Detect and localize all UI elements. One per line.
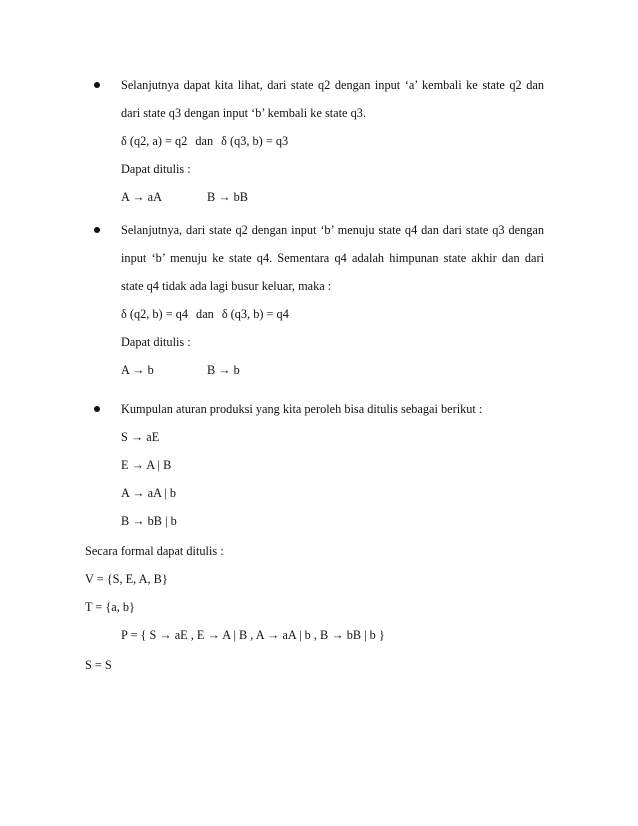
delta-separator: dan xyxy=(195,134,214,148)
section2-line1: Selanjutnya, dari state q2 dengan input ‘b’ menuju state q4 dan dari state q3 dengan xyxy=(121,223,544,237)
delta-separator: dan xyxy=(196,307,214,321)
formal-p: P = { S → aE , E → A | B , A → aA | b , B → bB | b } xyxy=(121,628,385,642)
formal-v: V = {S, E, A, B} xyxy=(85,572,168,586)
section1-delta-row xyxy=(121,133,288,149)
bullet-3 xyxy=(94,406,100,412)
section1-line1: Selanjutnya dapat kita lihat, dari state q2 dengan input ‘a’ kembali ke state q2 dan xyxy=(121,78,544,92)
delta-expression: δ (q2, b) = q4 xyxy=(121,307,189,321)
production-rule: A → aA | b xyxy=(121,486,177,500)
production-rule: S → aE xyxy=(121,430,160,444)
bullet-1 xyxy=(94,82,100,88)
bullet-2 xyxy=(94,227,100,233)
section1-line2: dari state q3 dengan input ‘b’ kembali ke state q3. xyxy=(121,106,366,120)
production-rule: A → b xyxy=(121,363,154,377)
production-rule: B → bB | b xyxy=(121,514,177,528)
production-rule: B → bB xyxy=(207,190,248,204)
section2-line2: input ‘b’ menuju ke state q4. Sementara q4 adalah himpunan state akhir dan dari xyxy=(121,251,544,265)
section3-line1: Kumpulan aturan produksi yang kita peroleh bisa ditulis sebagai berikut : xyxy=(121,402,483,416)
formal-t: T = {a, b} xyxy=(85,600,135,614)
production-rule: E → A | B xyxy=(121,458,172,472)
delta-expression: δ (q3, b) = q4 xyxy=(221,307,289,321)
formal-s: S = S xyxy=(85,658,112,672)
delta-expression: δ (q3, b) = q3 xyxy=(221,134,289,148)
section2-line3: state q4 tidak ada lagi busur keluar, maka : xyxy=(121,279,332,293)
production-rule: B → b xyxy=(207,363,240,377)
production-rule: A → aA xyxy=(121,190,162,204)
section1-dapat-ditulis: Dapat ditulis : xyxy=(121,162,191,176)
section2-dapat-ditulis: Dapat ditulis : xyxy=(121,335,191,349)
formal-intro: Secara formal dapat ditulis : xyxy=(85,544,224,558)
section2-delta-row xyxy=(121,306,289,322)
delta-expression: δ (q2, a) = q2 xyxy=(121,134,188,148)
